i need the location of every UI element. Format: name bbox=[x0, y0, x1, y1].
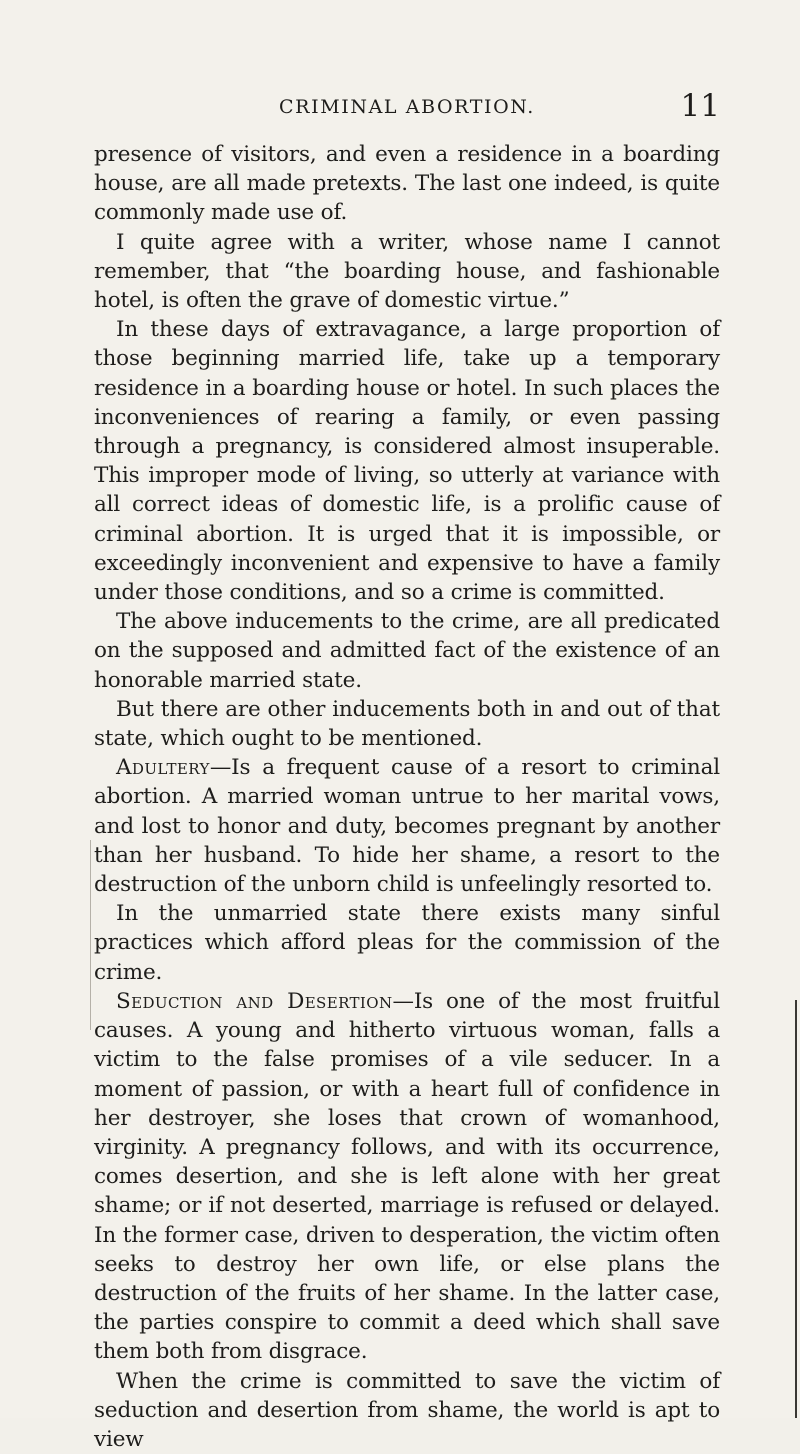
body-text bbox=[94, 140, 720, 1454]
running-head bbox=[94, 88, 720, 126]
paragraph-extravagance: In these days of extravagance, a large proportion of those beginning married life, take up a temporary residence in a boarding house or hotel. In such places the inconveniences of rearing a family, or even passing through a pregnancy, is considered almost insuperable. This improper mode of living, so utterly at variance with all correct ideas of domestic life, is a prolific cause of criminal abortion. It is urged that it is impossible, or exceedingly inconvenient and expensive to have a family under those conditions, and so a crime is committed. bbox=[94, 317, 720, 606]
paragraph-adultery-text: —Is a frequent cause of a resort to criminal abortion. A married woman untrue to her marital vows, and lost to honor and duty, becomes pregnant by another than her husband. To hide her shame, a resort to the destruction of the unborn child is unfeelingly resorted to. bbox=[94, 755, 720, 898]
paragraph-other-inducements: But there are other inducements both in and out of that state, which ought to be mentioned. bbox=[94, 696, 720, 752]
paragraph-writer-quote: I quite agree with a writer, whose name I cannot remember, that “the boarding house, and fashionable hotel, is often the grave of domestic virtue.” bbox=[94, 229, 720, 314]
paragraph-closing: When the crime is committed to save the victim of seduction and desertion from shame, the world is apt to view bbox=[94, 1368, 720, 1452]
gutter-shadow bbox=[90, 840, 91, 1030]
section-lead-adultery: Adultery bbox=[116, 755, 210, 781]
page-number: 11 bbox=[680, 88, 720, 124]
paragraph-seduction-text: —Is one of the most fruitful causes. A young and hitherto virtuous woman, falls a victim to the false promises of a vile seducer. In a moment of passion, or with a heart full of confidence in her destroyer, she loses that crown of womanhood, virginity. A pregnancy follows, and with its occurrence, comes desertion, and she is left alone with her great shame; or if not deserted, marriage is refused or delayed. In the former case, driven to desperation, the victim often seeks to destroy her own life, or else plans the destruction of the fruits of her shame. In the latter case, the parties conspire to commit a deed which shall save them both from disgrace. bbox=[94, 988, 720, 1365]
section-lead-seduction: Seduction and Desertion bbox=[116, 988, 393, 1014]
page-edge bbox=[795, 1000, 797, 1418]
running-title: CRIMINAL ABORTION. bbox=[279, 96, 535, 118]
paragraph-inducements: The above inducements to the crime, are all predicated on the supposed and admitted fact of the existence of an honorable married state. bbox=[94, 609, 720, 693]
paragraph-adultery bbox=[94, 753, 720, 899]
paragraph-unmarried-state: In the unmarried state there exists many sinful practices which afford pleas for the commission of the crime. bbox=[94, 901, 720, 985]
paragraph-continuation: presence of visitors, and even a residence in a boarding house, are all made pretexts. The last one indeed, is quite commonly made use of. bbox=[94, 142, 720, 226]
paragraph-seduction bbox=[94, 987, 720, 1367]
